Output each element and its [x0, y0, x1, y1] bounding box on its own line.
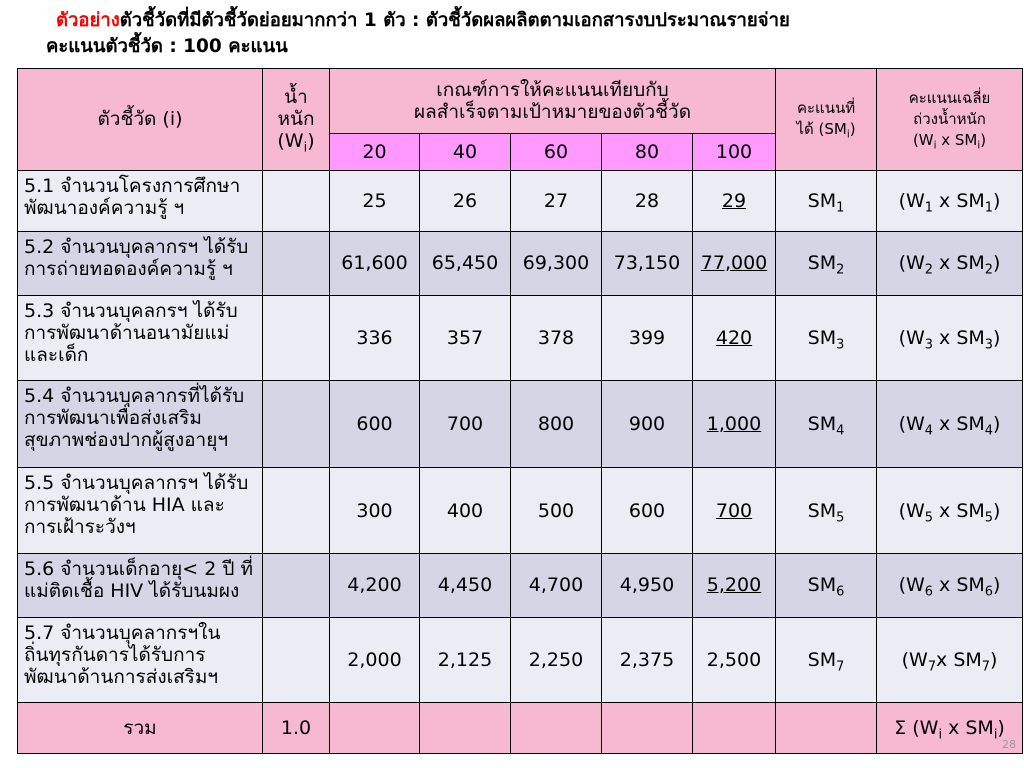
indicator-line: 5.1 จำนวนโครงการศึกษา	[24, 174, 241, 197]
weighted-sub2: 7	[981, 659, 990, 675]
table-row	[18, 617, 1023, 702]
weighted-close: )	[993, 413, 1001, 436]
header-score-line1: คะแนนที่	[796, 99, 856, 118]
weighted-sub2: 4	[984, 423, 994, 439]
criteria-value-60	[511, 295, 602, 380]
scale-header-80: 80	[602, 134, 693, 171]
header-avg-mid: x SM	[936, 130, 978, 149]
weighted-close: )	[993, 574, 1001, 597]
criteria-value-text: 600	[628, 499, 666, 522]
criteria-value-text: 25	[362, 189, 387, 212]
criteria-value-80	[602, 380, 693, 467]
indicator-name	[18, 553, 263, 617]
criteria-value-40	[420, 553, 511, 617]
criteria-value-text: 28	[634, 189, 660, 212]
total-cell-empty	[420, 703, 511, 754]
weighted-sub2: 6	[984, 584, 994, 600]
weighted-close: )	[993, 499, 1001, 522]
criteria-value-text: 61,600	[341, 252, 408, 275]
criteria-value-100	[693, 231, 776, 295]
indicator-line: การพัฒนาด้าน HIA และ	[24, 494, 225, 517]
score-cell	[776, 295, 877, 380]
criteria-value-text: 4,200	[347, 574, 402, 597]
score-label: SM	[807, 252, 837, 275]
criteria-value-20	[330, 170, 420, 231]
criteria-value-text: 1,000	[706, 413, 762, 436]
criteria-value-text: 800	[537, 413, 575, 436]
scale-header-40: 40	[420, 134, 511, 171]
title-line-1	[56, 8, 1016, 34]
weighted-sub1: 4	[924, 423, 934, 439]
total-label: รวม	[18, 703, 263, 754]
header-avg-line1: คะแนนเฉลี่ย	[908, 88, 991, 107]
weighted-open: (W	[901, 648, 928, 671]
header-avg-close: )	[980, 130, 987, 149]
weighted-mid: x SM	[933, 252, 985, 275]
criteria-value-100	[693, 468, 776, 553]
scale-header-20: 20	[330, 134, 420, 171]
criteria-value-text: 26	[452, 189, 478, 212]
header-weighted-average	[877, 69, 1023, 171]
criteria-value-20	[330, 468, 420, 553]
criteria-value-text: 4,700	[528, 574, 584, 597]
weighted-score-cell	[877, 170, 1023, 231]
criteria-value-text: 69,300	[522, 252, 590, 275]
indicator-line: พัฒนาด้านการส่งเสริมฯ	[24, 665, 219, 688]
weighted-mid: x SM	[933, 574, 985, 597]
table-row	[18, 170, 1023, 231]
weighted-sub1: 1	[924, 200, 934, 216]
header-avg-sub1: i	[933, 140, 937, 152]
indicator-name	[18, 295, 263, 380]
weight-cell	[263, 170, 330, 231]
indicator-line: แม่ติดเชื้อ HIV ได้รับนมผง	[24, 579, 240, 602]
indicator-line: 5.7 จำนวนบุคลากรฯใน	[24, 621, 221, 644]
criteria-value-text: 357	[446, 326, 484, 349]
score-label: SM	[807, 326, 837, 349]
weighted-score-cell	[877, 617, 1023, 702]
criteria-value-text: 500	[537, 499, 575, 522]
criteria-value-60	[511, 468, 602, 553]
header-weight-line2: หนัก	[277, 108, 315, 131]
score-label: SM	[807, 574, 837, 597]
weighted-open: (W	[898, 574, 925, 597]
total-weight: 1.0	[263, 703, 330, 754]
weighted-open: (W	[898, 252, 925, 275]
criteria-value-80	[602, 295, 693, 380]
weighted-mid: x SM	[933, 326, 985, 349]
header-weight-close: )	[307, 130, 315, 153]
weight-cell	[263, 231, 330, 295]
score-cell	[776, 553, 877, 617]
header-weight-line1: น้ำ	[284, 86, 308, 109]
criteria-value-text: 700	[446, 413, 484, 436]
criteria-value-100	[693, 617, 776, 702]
weighted-score-cell	[877, 468, 1023, 553]
weighted-close: )	[993, 252, 1001, 275]
weighted-sub1: 6	[924, 584, 934, 600]
weighted-sub2: 5	[984, 510, 994, 526]
criteria-value-text: 900	[628, 413, 666, 436]
weighted-open: (W	[898, 413, 925, 436]
weighted-close: )	[990, 648, 998, 671]
title-text: ตัวชี้วัดที่มีตัวชี้วัดย่อยมากกว่า 1 ตัว : ตัวชี้วัดผลผลิตตามเอกสารงบประมาณรายจ่าย	[119, 10, 790, 31]
total-sum-mid: x SM	[942, 717, 994, 740]
criteria-value-40	[420, 295, 511, 380]
weighted-mid: x SM	[933, 413, 985, 436]
criteria-value-text: 5,200	[706, 574, 762, 597]
indicator-line: 5.5 จำนวนบุคลากรฯ ได้รับ	[24, 472, 249, 495]
header-weight-sub: i	[303, 140, 308, 156]
score-subscript: 3	[836, 337, 845, 353]
header-avg-open: (W	[912, 130, 934, 149]
criteria-value-80	[602, 231, 693, 295]
score-subscript: 7	[836, 659, 845, 675]
total-sum-open: Σ (W	[894, 717, 939, 740]
header-criteria-line2: ผลสำเร็จตามเป้าหมายของตัวชี้วัด	[413, 101, 692, 124]
criteria-value-40	[420, 380, 511, 467]
score-subscript: 2	[836, 262, 845, 278]
criteria-value-text: 27	[543, 189, 569, 212]
total-cell-empty	[330, 703, 420, 754]
header-score	[776, 69, 877, 171]
weighted-score-cell	[877, 553, 1023, 617]
indicator-line: 5.4 จำนวนบุคลากรที่ได้รับ	[24, 384, 245, 407]
criteria-value-text: 700	[715, 499, 753, 522]
criteria-value-80	[602, 170, 693, 231]
weighted-mid: x SM	[933, 189, 985, 212]
weight-cell	[263, 380, 330, 467]
criteria-value-text: 2,000	[347, 648, 402, 671]
indicator-name	[18, 380, 263, 467]
weighted-sub1: 7	[927, 659, 937, 675]
criteria-value-60	[511, 380, 602, 467]
criteria-value-80	[602, 553, 693, 617]
score-cell	[776, 170, 877, 231]
weight-cell	[263, 617, 330, 702]
criteria-value-text: 73,150	[613, 252, 681, 275]
criteria-value-text: 399	[628, 326, 666, 349]
total-sum-sub1: i	[938, 727, 943, 743]
criteria-value-20	[330, 231, 420, 295]
indicator-name	[18, 617, 263, 702]
criteria-value-20	[330, 553, 420, 617]
criteria-value-80	[602, 617, 693, 702]
weighted-close: )	[993, 326, 1001, 349]
criteria-value-text: 2,375	[619, 648, 675, 671]
slide-title	[46, 8, 1016, 60]
header-avg-line3	[880, 130, 1019, 151]
criteria-value-20	[330, 617, 420, 702]
criteria-value-text: 65,450	[431, 252, 499, 275]
weighted-open: (W	[898, 189, 925, 212]
criteria-value-40	[420, 617, 511, 702]
score-subscript: 5	[836, 510, 845, 526]
criteria-value-60	[511, 553, 602, 617]
score-label: SM	[807, 189, 837, 212]
indicator-line: 5.6 จำนวนเด็กอายุ< 2 ปี ที่	[24, 557, 253, 580]
score-cell	[776, 468, 877, 553]
criteria-value-text: 378	[537, 326, 575, 349]
page-number: 28	[1002, 738, 1017, 751]
criteria-value-20	[330, 380, 420, 467]
header-score-line2	[779, 119, 873, 140]
weighted-sub2: 2	[984, 262, 994, 278]
header-criteria-line1: เกณฑ์การให้คะแนนเทียบกับ	[436, 79, 669, 102]
criteria-value-text: 29	[721, 189, 747, 212]
criteria-value-text: 336	[356, 326, 393, 349]
indicator-line: ถิ่นทุรกันดารได้รับการ	[24, 643, 206, 666]
criteria-value-40	[420, 468, 511, 553]
weighted-open: (W	[898, 326, 925, 349]
table-row	[18, 380, 1023, 467]
header-criteria	[330, 69, 776, 134]
score-label: SM	[807, 413, 837, 436]
indicator-line: และเด็ก	[24, 343, 89, 366]
score-label: SM	[807, 648, 837, 671]
weighted-mid: x SM	[936, 648, 982, 671]
weight-cell	[263, 468, 330, 553]
criteria-value-100	[693, 380, 776, 467]
criteria-value-text: 77,000	[700, 252, 768, 275]
title-line-2: คะแนนตัวชี้วัด : 100 คะแนน	[46, 36, 288, 57]
scale-header-100: 100	[693, 134, 776, 171]
weighted-sub1: 5	[924, 510, 934, 526]
criteria-value-100	[693, 553, 776, 617]
total-sum-close: )	[997, 717, 1005, 740]
criteria-value-80	[602, 468, 693, 553]
score-cell	[776, 617, 877, 702]
criteria-value-60	[511, 617, 602, 702]
criteria-value-20	[330, 295, 420, 380]
criteria-value-text: 2,500	[706, 648, 762, 671]
criteria-value-60	[511, 231, 602, 295]
criteria-value-text: 420	[715, 326, 753, 349]
criteria-value-100	[693, 295, 776, 380]
title-example-label: ตัวอย่าง	[56, 10, 120, 31]
criteria-value-100	[693, 170, 776, 231]
table-row	[18, 295, 1023, 380]
criteria-value-text: 600	[356, 413, 393, 436]
score-subscript: 1	[836, 200, 845, 216]
header-weight-open: (W	[277, 130, 304, 153]
indicator-name	[18, 468, 263, 553]
scale-header-60: 60	[511, 134, 602, 171]
criteria-value-text: 4,950	[619, 574, 675, 597]
criteria-value-text: 400	[446, 499, 484, 522]
weighted-sub1: 3	[924, 337, 934, 353]
weight-cell	[263, 295, 330, 380]
total-row	[18, 703, 1023, 754]
table-row	[18, 468, 1023, 553]
header-weight-line3	[266, 130, 326, 156]
total-weighted-sum	[877, 703, 1023, 754]
criteria-value-60	[511, 170, 602, 231]
header-indicator: ตัวชี้วัด (i)	[18, 69, 263, 171]
indicator-name	[18, 170, 263, 231]
weighted-open: (W	[898, 499, 925, 522]
header-avg-line2: ถ่วงน้ำหนัก	[913, 109, 986, 128]
header-score-open: ได้ (SM	[796, 120, 847, 139]
weighted-sub1: 2	[924, 262, 934, 278]
weighted-close: )	[993, 189, 1001, 212]
total-cell-empty	[511, 703, 602, 754]
weight-cell	[263, 553, 330, 617]
score-cell	[776, 231, 877, 295]
total-cell-empty	[776, 703, 877, 754]
indicator-line: การเฝ้าระวังฯ	[24, 516, 136, 539]
criteria-value-text: 2,250	[528, 648, 584, 671]
table-row	[18, 553, 1023, 617]
indicator-line: 5.3 จำนวนบุคลกรฯ ได้รับ	[24, 299, 238, 322]
header-score-close: )	[849, 120, 856, 139]
header-avg-sub2: i	[977, 140, 981, 152]
score-cell	[776, 380, 877, 467]
weighted-sub2: 3	[984, 337, 994, 353]
weighted-score-cell	[877, 380, 1023, 467]
criteria-value-text: 2,125	[437, 648, 493, 671]
header-row	[18, 69, 1023, 134]
header-weight	[263, 69, 330, 171]
indicator-line: การพัฒนาเพื่อส่งเสริม	[24, 406, 202, 429]
indicator-line: 5.2 จำนวนบุคลากรฯ ได้รับ	[24, 235, 249, 258]
weighted-mid: x SM	[933, 499, 985, 522]
total-cell-empty	[693, 703, 776, 754]
criteria-value-40	[420, 170, 511, 231]
indicator-line: สุขภาพช่องปากผู้สูงอายุฯ	[24, 428, 229, 451]
criteria-value-text: 300	[356, 499, 393, 522]
header-score-sub: i	[846, 129, 850, 141]
table-row	[18, 231, 1023, 295]
score-subscript: 6	[836, 584, 845, 600]
weighted-sub2: 1	[984, 200, 994, 216]
indicator-line: การถ่ายทอดองค์ความรู้ ฯ	[24, 257, 233, 280]
score-label: SM	[807, 499, 837, 522]
total-sum-sub2: i	[993, 727, 998, 743]
indicator-line: พัฒนาองค์ความรู้ ฯ	[24, 196, 185, 219]
indicator-name	[18, 231, 263, 295]
weighted-score-cell	[877, 295, 1023, 380]
criteria-value-text: 4,450	[437, 574, 493, 597]
score-subscript: 4	[836, 423, 845, 439]
total-cell-empty	[602, 703, 693, 754]
indicator-line: การพัฒนาด้านอนามัยแม่	[24, 321, 230, 344]
weighted-score-cell	[877, 231, 1023, 295]
indicator-table	[17, 68, 1023, 754]
criteria-value-40	[420, 231, 511, 295]
